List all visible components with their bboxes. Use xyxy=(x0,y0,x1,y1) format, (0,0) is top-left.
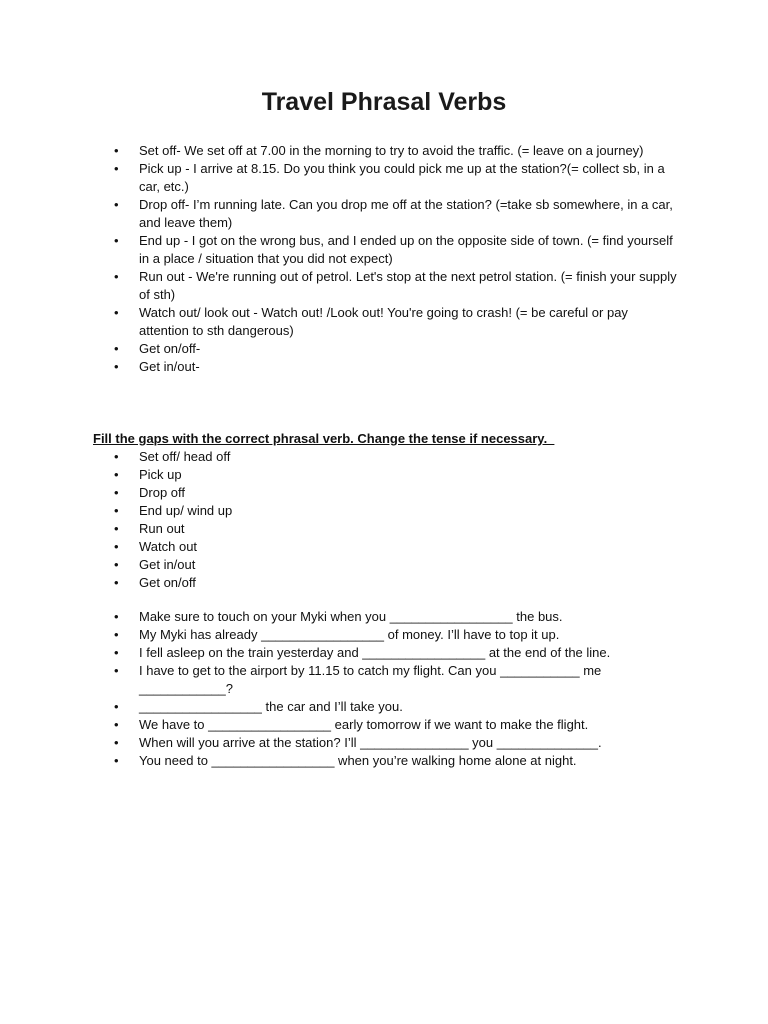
gap-fill-sentence: • You need to _________________ when you’re walking home alone at night. xyxy=(0,752,768,770)
vocabulary-item: • End up - I got on the wrong bus, and I ended up on the opposite side of town. (= find yourself in a place / situation that you did not expect) xyxy=(0,232,768,268)
vocabulary-item: • Run out - We're running out of petrol. Let's stop at the next petrol station. (= finish your supply of sth) xyxy=(0,268,768,304)
word-bank-item: • Drop off xyxy=(0,484,768,502)
vocabulary-item: • Get on/off- xyxy=(0,340,768,358)
gap-fill-sentence: • I fell asleep on the train yesterday and _________________ at the end of the line. xyxy=(0,644,768,662)
vocabulary-item: • Set off- We set off at 7.00 in the morning to try to avoid the traffic. (= leave on a journey) xyxy=(0,142,768,160)
vocabulary-item: • Get in/out- xyxy=(0,358,768,376)
word-bank-item: • Pick up xyxy=(0,466,768,484)
vocabulary-item: • Drop off- I’m running late. Can you drop me off at the station? (=take sb somewhere, in a car, and leave them) xyxy=(0,196,768,232)
word-bank-item: • Watch out xyxy=(0,538,768,556)
gap-fill-sentence: • When will you arrive at the station? I’ll _______________ you ______________. xyxy=(0,734,768,752)
gap-fill-sentence: • We have to _________________ early tomorrow if we want to make the flight. xyxy=(0,716,768,734)
word-bank-item: • End up/ wind up xyxy=(0,502,768,520)
word-bank-list xyxy=(0,448,768,592)
word-bank-item: • Get on/off xyxy=(0,574,768,592)
word-bank-item: • Run out xyxy=(0,520,768,538)
word-bank-item: • Set off/ head off xyxy=(0,448,768,466)
gap-fill-sentence: • I have to get to the airport by 11.15 to catch my flight. Can you ___________ me ____________? xyxy=(0,662,768,698)
vocabulary-list xyxy=(0,142,768,376)
exercise-instruction: Fill the gaps with the correct phrasal verb. Change the tense if necessary. xyxy=(93,431,555,446)
gap-fill-sentence: • _________________ the car and I’ll take you. xyxy=(0,698,768,716)
page-title: Travel Phrasal Verbs xyxy=(261,88,507,116)
vocabulary-item: • Watch out/ look out - Watch out! /Look out! You're going to crash! (= be careful or pay attention to sth dangerous) xyxy=(0,304,768,340)
gap-fill-sentence: • My Myki has already _________________ of money. I’ll have to top it up. xyxy=(0,626,768,644)
vocabulary-item: • Pick up - I arrive at 8.15. Do you think you could pick me up at the station?(= collect sb, in a car, etc.) xyxy=(0,160,768,196)
word-bank-item: • Get in/out xyxy=(0,556,768,574)
gap-fill-sentence: • Make sure to touch on your Myki when you _________________ the bus. xyxy=(0,608,768,626)
gap-fill-list xyxy=(0,608,768,770)
